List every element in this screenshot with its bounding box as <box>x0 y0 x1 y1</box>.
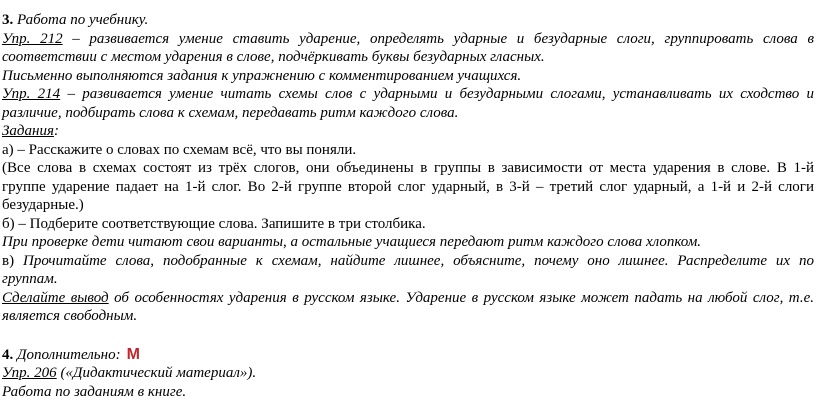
ex212-line-3: Письменно выполняются задания к упражнению с комментированием учащихся. <box>2 67 522 84</box>
ex214-text-1: – развивается умение читать схемы слов с ударными и безударными слогами, устанавливать их сходство и <box>60 86 814 102</box>
task-a-answer-3: безударные.) <box>2 197 84 213</box>
task-a: а) – Расскажите о словах по схемам всё, что вы поняли. <box>2 141 357 158</box>
conclusion-text-1: об особенностях ударения в русском языке. Ударение в русском языке может падать на любой слог, т.е. <box>108 289 814 306</box>
ex206-ref: Упр. 206 <box>2 365 57 381</box>
task-v-text: Прочитайте слова, подобранные к схемам, найдите лишнее, объясните, почему оно лишнее. Распределите их по <box>22 252 814 269</box>
ex214-line-1 <box>2 85 814 104</box>
section-3-number: 3. <box>2 12 14 28</box>
ex206-line-1 <box>2 364 816 383</box>
tasks-heading <box>2 122 816 141</box>
ex212-line-2: соответствии с местом ударения в слове, подчёркивать буквы безударных гласных. <box>2 49 545 65</box>
section-4-number: 4. <box>2 346 14 363</box>
section-4-colon: : <box>115 346 121 363</box>
tasks-label: Задания <box>2 123 54 139</box>
ex206-text: («Дидактический материал»). <box>56 365 257 381</box>
section-3-heading <box>2 11 816 30</box>
conclusion-label: Сделайте вывод <box>2 289 109 306</box>
task-a-answer-1: (Все слова в схемах состоят из трёх слогов, они объединены в группы в зависимости от места ударения в слове. В 1-й <box>2 160 814 176</box>
ex212-ref: Упр. 212 <box>2 30 63 47</box>
conclusion-line-2: является свободным. <box>2 308 138 324</box>
task-b-check: При проверке дети читают свои варианты, а остальные учащиеся передают ритм каждого слова хлопком. <box>2 234 702 250</box>
ex214-line-2: различие, подбирать слова к схемам, передавать ритм каждого слова. <box>2 104 459 121</box>
ex214-ref: Упр. 214 <box>2 86 61 102</box>
ex212-line-1 <box>2 30 814 49</box>
tasks-colon: : <box>53 123 59 139</box>
spacer <box>2 326 816 346</box>
task-b: б) – Подберите соответствующие слова. Запишите в три столбика. <box>2 215 426 232</box>
conclusion-line-1 <box>2 289 814 308</box>
task-v-prefix: в) <box>2 252 23 269</box>
ex206-line-2: Работа по заданиям в книге. <box>2 383 187 400</box>
task-v-line-1 <box>2 252 814 271</box>
task-a-answer-2: группе ударение падает на 1-й слог. Во 2-й группе второй слог ударный, в 3-й – третий слог ударный, а 1-й и 2-й слоги <box>2 178 814 195</box>
section-3-title: Работа по учебнику. <box>17 12 149 28</box>
section-4-heading <box>2 346 816 365</box>
section-4-marker: М <box>126 345 140 363</box>
task-v-line-2: группам. <box>2 271 58 287</box>
section-4-title: Дополнительно <box>13 346 116 363</box>
ex212-text-1: – развивается умение ставить ударение, определять ударные и безударные слоги, группировать слова в <box>62 30 814 47</box>
